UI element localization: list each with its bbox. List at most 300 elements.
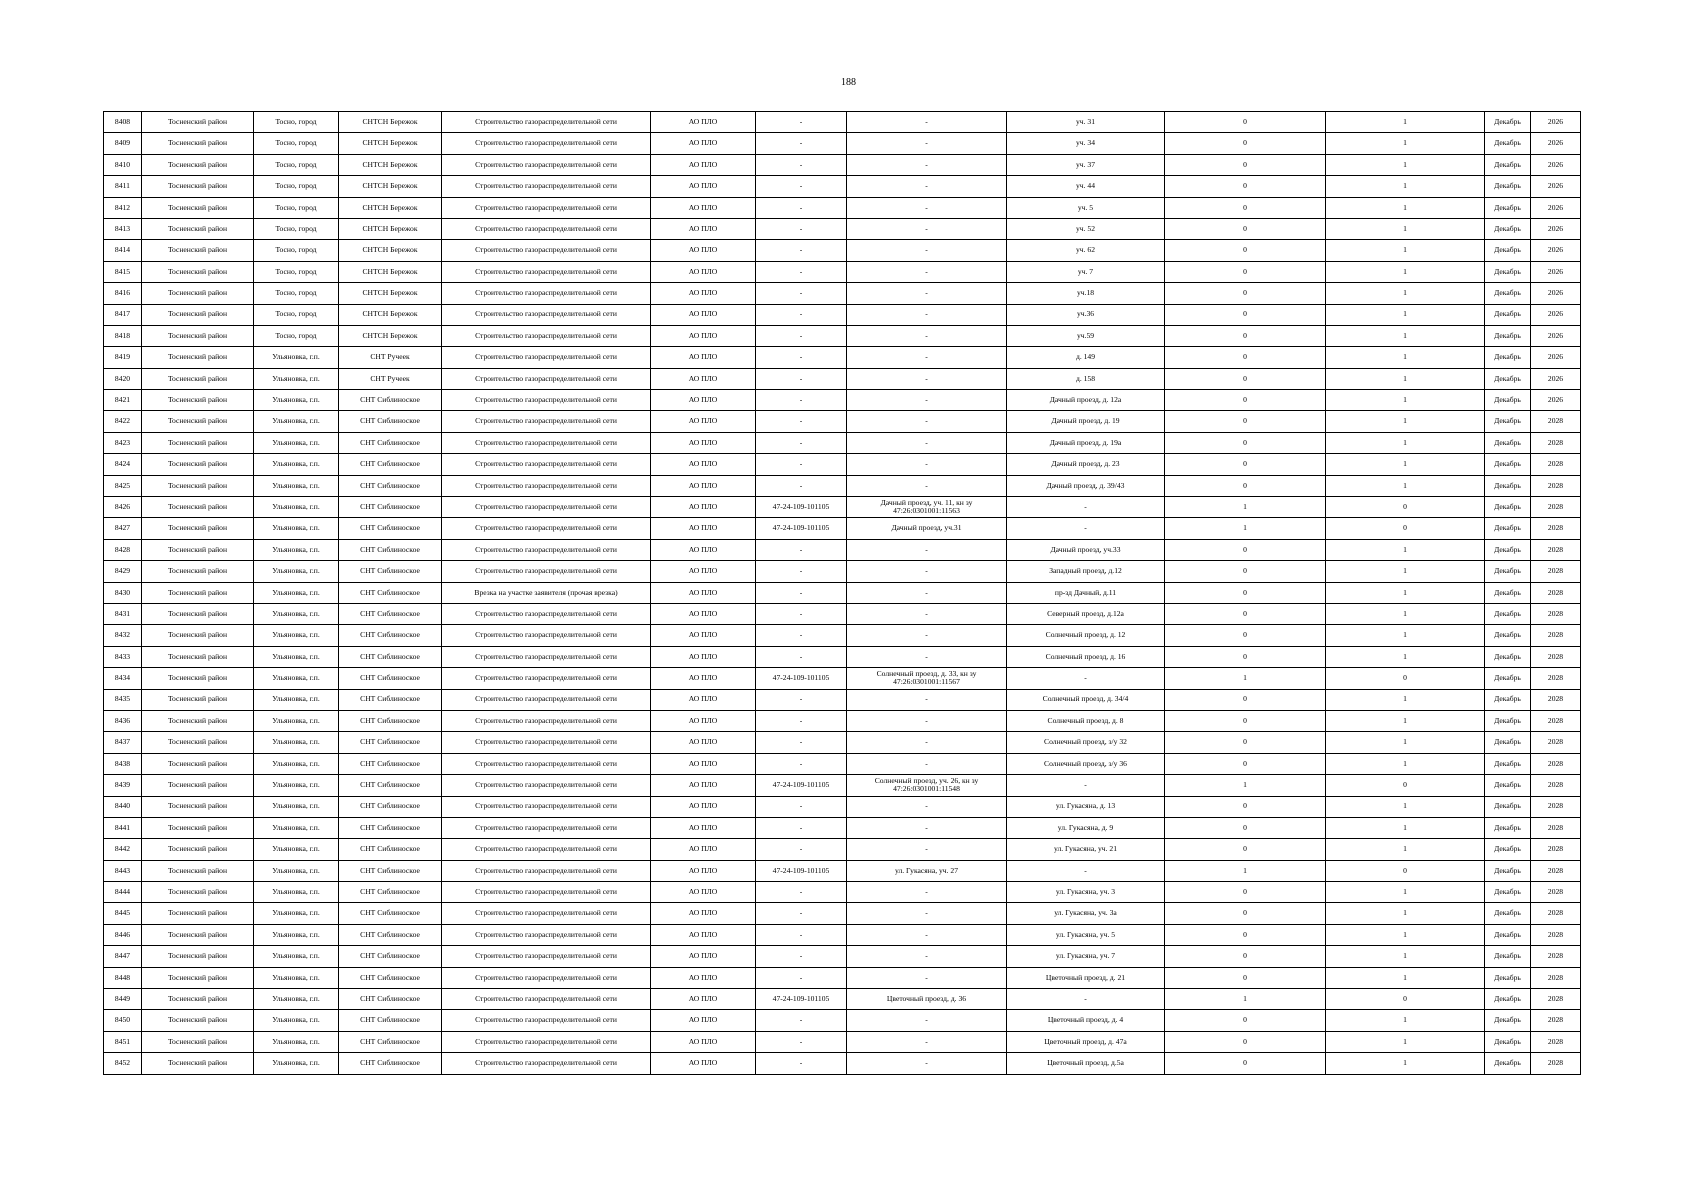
cell-district: Тосненский район xyxy=(142,668,254,689)
cell-work-type: Строительство газораспределительной сети xyxy=(442,432,651,453)
cell-work-type: Строительство газораспределительной сети xyxy=(442,946,651,967)
cell-garden-partnership: СНТ Сиблиноское xyxy=(339,946,442,967)
cell-settlement: Ульяновка, г.п. xyxy=(254,539,339,560)
cell-work-type: Строительство газораспределительной сети xyxy=(442,218,651,239)
cell-garden-partnership: СНТ Сиблиноское xyxy=(339,882,442,903)
cell-cadastral-address: - xyxy=(847,903,1007,924)
cell-value-b: 1 xyxy=(1326,197,1485,218)
cell-row-number: 8419 xyxy=(104,347,142,368)
cell-year: 2026 xyxy=(1531,240,1581,261)
cell-district: Тосненский район xyxy=(142,967,254,988)
cell-value-a: 1 xyxy=(1165,989,1326,1010)
cell-district: Тосненский район xyxy=(142,261,254,282)
table-row xyxy=(104,283,1581,304)
cell-row-number: 8418 xyxy=(104,325,142,346)
table-row xyxy=(104,1031,1581,1052)
cell-work-type: Строительство газораспределительной сети xyxy=(442,154,651,175)
cell-project-code: - xyxy=(756,325,847,346)
cell-project-code: - xyxy=(756,646,847,667)
cell-cadastral-address: - xyxy=(847,411,1007,432)
cell-organization: АО ПЛО xyxy=(651,561,756,582)
cell-value-b: 1 xyxy=(1326,325,1485,346)
table-body xyxy=(104,112,1581,1075)
table-row xyxy=(104,668,1581,689)
cell-settlement: Ульяновка, г.п. xyxy=(254,368,339,389)
cell-address: Солнечный проезд, д. 12 xyxy=(1007,625,1165,646)
cell-address: Дачный проезд, д. 23 xyxy=(1007,454,1165,475)
cell-garden-partnership: СНТ Сиблиноское xyxy=(339,668,442,689)
cell-row-number: 8428 xyxy=(104,539,142,560)
cell-organization: АО ПЛО xyxy=(651,1010,756,1031)
table-row xyxy=(104,475,1581,496)
table-row xyxy=(104,625,1581,646)
table-row xyxy=(104,710,1581,731)
cell-garden-partnership: СНТСН Бережок xyxy=(339,240,442,261)
cell-month: Декабрь xyxy=(1485,775,1531,796)
cell-month: Декабрь xyxy=(1485,518,1531,539)
table-row xyxy=(104,646,1581,667)
cell-organization: АО ПЛО xyxy=(651,518,756,539)
cell-value-a: 0 xyxy=(1165,1053,1326,1074)
cell-work-type: Строительство газораспределительной сети xyxy=(442,497,651,518)
cell-district: Тосненский район xyxy=(142,176,254,197)
cell-value-b: 1 xyxy=(1326,304,1485,325)
cell-value-a: 0 xyxy=(1165,582,1326,603)
cell-project-code: - xyxy=(756,283,847,304)
cell-cadastral-address: - xyxy=(847,176,1007,197)
cell-value-b: 1 xyxy=(1326,261,1485,282)
cell-row-number: 8439 xyxy=(104,775,142,796)
cell-address: Цветочный проезд, д. 21 xyxy=(1007,967,1165,988)
cell-month: Декабрь xyxy=(1485,967,1531,988)
table-row xyxy=(104,689,1581,710)
cell-row-number: 8452 xyxy=(104,1053,142,1074)
cell-garden-partnership: СНТСН Бережок xyxy=(339,133,442,154)
cell-project-code: - xyxy=(756,218,847,239)
cell-cadastral-address: - xyxy=(847,946,1007,967)
cell-month: Декабрь xyxy=(1485,989,1531,1010)
cell-row-number: 8431 xyxy=(104,603,142,624)
cell-organization: АО ПЛО xyxy=(651,368,756,389)
cell-project-code: - xyxy=(756,796,847,817)
cell-settlement: Ульяновка, г.п. xyxy=(254,882,339,903)
cell-month: Декабрь xyxy=(1485,347,1531,368)
cell-value-a: 0 xyxy=(1165,390,1326,411)
cell-year: 2028 xyxy=(1531,1031,1581,1052)
cell-settlement: Тосно, город xyxy=(254,176,339,197)
cell-row-number: 8437 xyxy=(104,732,142,753)
cell-garden-partnership: СНТ Сиблиноское xyxy=(339,989,442,1010)
cell-month: Декабрь xyxy=(1485,753,1531,774)
cell-project-code: - xyxy=(756,625,847,646)
cell-value-b: 1 xyxy=(1326,112,1485,133)
cell-settlement: Ульяновка, г.п. xyxy=(254,582,339,603)
cell-address: Солнечный проезд, д. 8 xyxy=(1007,710,1165,731)
cell-cadastral-address: Солнечный проезд, уч. 26, кн зу 47:26:0301001:11548 xyxy=(847,775,1007,796)
cell-address: д. 158 xyxy=(1007,368,1165,389)
cell-address: Солнечный проезд, з/у 36 xyxy=(1007,753,1165,774)
cell-garden-partnership: СНТ Сиблиноское xyxy=(339,454,442,475)
cell-value-b: 1 xyxy=(1326,689,1485,710)
cell-garden-partnership: СНТ Сиблиноское xyxy=(339,1031,442,1052)
cell-year: 2028 xyxy=(1531,989,1581,1010)
cell-cadastral-address: - xyxy=(847,283,1007,304)
cell-organization: АО ПЛО xyxy=(651,133,756,154)
cell-work-type: Строительство газораспределительной сети xyxy=(442,539,651,560)
cell-value-b: 0 xyxy=(1326,518,1485,539)
cell-year: 2028 xyxy=(1531,903,1581,924)
cell-garden-partnership: СНТ Сиблиноское xyxy=(339,796,442,817)
cell-address: Дачный проезд, д. 19а xyxy=(1007,432,1165,453)
table-row xyxy=(104,240,1581,261)
cell-month: Декабрь xyxy=(1485,368,1531,389)
table-row xyxy=(104,561,1581,582)
cell-value-a: 0 xyxy=(1165,325,1326,346)
cell-project-code: - xyxy=(756,732,847,753)
cell-project-code: - xyxy=(756,967,847,988)
cell-organization: АО ПЛО xyxy=(651,625,756,646)
cell-row-number: 8413 xyxy=(104,218,142,239)
cell-work-type: Строительство газораспределительной сети xyxy=(442,924,651,945)
cell-value-b: 0 xyxy=(1326,775,1485,796)
cell-district: Тосненский район xyxy=(142,625,254,646)
cell-value-b: 0 xyxy=(1326,668,1485,689)
cell-value-a: 0 xyxy=(1165,646,1326,667)
cell-address: уч. 5 xyxy=(1007,197,1165,218)
cell-month: Декабрь xyxy=(1485,668,1531,689)
cell-project-code: - xyxy=(756,432,847,453)
cell-district: Тосненский район xyxy=(142,796,254,817)
cell-value-a: 1 xyxy=(1165,775,1326,796)
cell-year: 2028 xyxy=(1531,775,1581,796)
cell-garden-partnership: СНТ Сиблиноское xyxy=(339,732,442,753)
cell-garden-partnership: СНТ Ручеек xyxy=(339,347,442,368)
cell-garden-partnership: СНТ Сиблиноское xyxy=(339,817,442,838)
cell-organization: АО ПЛО xyxy=(651,946,756,967)
cell-value-b: 1 xyxy=(1326,283,1485,304)
cell-value-a: 1 xyxy=(1165,668,1326,689)
cell-row-number: 8445 xyxy=(104,903,142,924)
table-row xyxy=(104,112,1581,133)
cell-value-a: 0 xyxy=(1165,454,1326,475)
cell-organization: АО ПЛО xyxy=(651,967,756,988)
cell-address: ул. Гукасяна, уч. 3а xyxy=(1007,903,1165,924)
cell-month: Декабрь xyxy=(1485,411,1531,432)
cell-settlement: Тосно, город xyxy=(254,112,339,133)
cell-district: Тосненский район xyxy=(142,240,254,261)
cell-garden-partnership: СНТ Сиблиноское xyxy=(339,753,442,774)
cell-year: 2026 xyxy=(1531,304,1581,325)
cell-project-code: - xyxy=(756,133,847,154)
cell-address: уч. 52 xyxy=(1007,218,1165,239)
cell-value-a: 0 xyxy=(1165,603,1326,624)
table-row xyxy=(104,133,1581,154)
cell-project-code: - xyxy=(756,261,847,282)
cell-organization: АО ПЛО xyxy=(651,817,756,838)
cell-settlement: Ульяновка, г.п. xyxy=(254,454,339,475)
cell-district: Тосненский район xyxy=(142,1010,254,1031)
cell-settlement: Ульяновка, г.п. xyxy=(254,946,339,967)
cell-year: 2028 xyxy=(1531,539,1581,560)
cell-value-b: 1 xyxy=(1326,839,1485,860)
cell-cadastral-address: - xyxy=(847,112,1007,133)
cell-work-type: Строительство газораспределительной сети xyxy=(442,903,651,924)
cell-year: 2028 xyxy=(1531,860,1581,881)
cell-settlement: Ульяновка, г.п. xyxy=(254,817,339,838)
cell-settlement: Ульяновка, г.п. xyxy=(254,411,339,432)
cell-settlement: Тосно, город xyxy=(254,283,339,304)
cell-project-code: - xyxy=(756,882,847,903)
table-row xyxy=(104,753,1581,774)
table-row xyxy=(104,325,1581,346)
cell-organization: АО ПЛО xyxy=(651,154,756,175)
cell-work-type: Врезка на участке заявителя (прочая врезка) xyxy=(442,582,651,603)
cell-settlement: Ульяновка, г.п. xyxy=(254,603,339,624)
cell-row-number: 8433 xyxy=(104,646,142,667)
cell-garden-partnership: СНТ Ручеек xyxy=(339,368,442,389)
cell-settlement: Ульяновка, г.п. xyxy=(254,561,339,582)
cell-row-number: 8410 xyxy=(104,154,142,175)
cell-garden-partnership: СНТ Сиблиноское xyxy=(339,1053,442,1074)
cell-work-type: Строительство газораспределительной сети xyxy=(442,860,651,881)
cell-organization: АО ПЛО xyxy=(651,989,756,1010)
cell-row-number: 8447 xyxy=(104,946,142,967)
cell-work-type: Строительство газораспределительной сети xyxy=(442,176,651,197)
cell-settlement: Ульяновка, г.п. xyxy=(254,347,339,368)
table-row xyxy=(104,304,1581,325)
cell-garden-partnership: СНТ Сиблиноское xyxy=(339,775,442,796)
cell-value-b: 1 xyxy=(1326,646,1485,667)
cell-value-b: 1 xyxy=(1326,603,1485,624)
cell-month: Декабрь xyxy=(1485,582,1531,603)
cell-settlement: Тосно, город xyxy=(254,325,339,346)
cell-organization: АО ПЛО xyxy=(651,112,756,133)
cell-garden-partnership: СНТСН Бережок xyxy=(339,304,442,325)
cell-project-code: - xyxy=(756,390,847,411)
cell-year: 2026 xyxy=(1531,368,1581,389)
cell-district: Тосненский район xyxy=(142,646,254,667)
cell-work-type: Строительство газораспределительной сети xyxy=(442,646,651,667)
cell-project-code: - xyxy=(756,454,847,475)
cell-work-type: Строительство газораспределительной сети xyxy=(442,753,651,774)
table-row xyxy=(104,839,1581,860)
cell-value-a: 1 xyxy=(1165,497,1326,518)
cell-month: Декабрь xyxy=(1485,603,1531,624)
cell-project-code: - xyxy=(756,839,847,860)
cell-value-a: 0 xyxy=(1165,368,1326,389)
cell-work-type: Строительство газораспределительной сети xyxy=(442,368,651,389)
cell-value-b: 1 xyxy=(1326,347,1485,368)
cell-address: - xyxy=(1007,518,1165,539)
cell-cadastral-address: - xyxy=(847,432,1007,453)
cell-district: Тосненский район xyxy=(142,817,254,838)
cell-address: - xyxy=(1007,860,1165,881)
cell-settlement: Ульяновка, г.п. xyxy=(254,390,339,411)
cell-project-code: 47-24-109-101105 xyxy=(756,860,847,881)
cell-organization: АО ПЛО xyxy=(651,796,756,817)
cell-settlement: Ульяновка, г.п. xyxy=(254,668,339,689)
cell-garden-partnership: СНТ Сиблиноское xyxy=(339,646,442,667)
cell-settlement: Тосно, город xyxy=(254,154,339,175)
table-row xyxy=(104,796,1581,817)
cell-address: Дачный проезд, д. 39/43 xyxy=(1007,475,1165,496)
cell-row-number: 8414 xyxy=(104,240,142,261)
cell-value-b: 0 xyxy=(1326,989,1485,1010)
cell-garden-partnership: СНТСН Бережок xyxy=(339,261,442,282)
cell-value-b: 1 xyxy=(1326,903,1485,924)
cell-month: Декабрь xyxy=(1485,539,1531,560)
register-table xyxy=(103,111,1581,1075)
cell-value-a: 0 xyxy=(1165,967,1326,988)
cell-work-type: Строительство газораспределительной сети xyxy=(442,240,651,261)
cell-work-type: Строительство газораспределительной сети xyxy=(442,710,651,731)
cell-address: ул. Гукасяна, уч. 3 xyxy=(1007,882,1165,903)
cell-value-b: 1 xyxy=(1326,240,1485,261)
cell-district: Тосненский район xyxy=(142,218,254,239)
cell-work-type: Строительство газораспределительной сети xyxy=(442,689,651,710)
cell-value-a: 0 xyxy=(1165,1031,1326,1052)
cell-value-b: 1 xyxy=(1326,796,1485,817)
cell-organization: АО ПЛО xyxy=(651,860,756,881)
cell-cadastral-address: - xyxy=(847,325,1007,346)
cell-cadastral-address: - xyxy=(847,539,1007,560)
cell-cadastral-address: Дачный проезд, уч. 11, кн зу 47:26:0301001:11563 xyxy=(847,497,1007,518)
cell-year: 2028 xyxy=(1531,625,1581,646)
cell-address: ул. Гукасяна, д. 9 xyxy=(1007,817,1165,838)
cell-garden-partnership: СНТ Сиблиноское xyxy=(339,860,442,881)
cell-value-a: 0 xyxy=(1165,817,1326,838)
table-row xyxy=(104,368,1581,389)
cell-cadastral-address: - xyxy=(847,154,1007,175)
cell-row-number: 8446 xyxy=(104,924,142,945)
cell-value-b: 1 xyxy=(1326,753,1485,774)
cell-district: Тосненский район xyxy=(142,882,254,903)
cell-settlement: Тосно, город xyxy=(254,218,339,239)
cell-organization: АО ПЛО xyxy=(651,218,756,239)
cell-garden-partnership: СНТ Сиблиноское xyxy=(339,603,442,624)
cell-district: Тосненский район xyxy=(142,989,254,1010)
cell-project-code: - xyxy=(756,539,847,560)
cell-value-b: 1 xyxy=(1326,817,1485,838)
cell-row-number: 8450 xyxy=(104,1010,142,1031)
cell-project-code: - xyxy=(756,112,847,133)
cell-month: Декабрь xyxy=(1485,796,1531,817)
cell-value-b: 1 xyxy=(1326,967,1485,988)
cell-month: Декабрь xyxy=(1485,325,1531,346)
table-row xyxy=(104,411,1581,432)
cell-year: 2026 xyxy=(1531,218,1581,239)
cell-work-type: Строительство газораспределительной сети xyxy=(442,347,651,368)
table-row xyxy=(104,518,1581,539)
cell-value-a: 0 xyxy=(1165,261,1326,282)
cell-work-type: Строительство газораспределительной сети xyxy=(442,112,651,133)
cell-month: Декабрь xyxy=(1485,454,1531,475)
cell-value-a: 0 xyxy=(1165,882,1326,903)
cell-cadastral-address: - xyxy=(847,1010,1007,1031)
cell-garden-partnership: СНТ Сиблиноское xyxy=(339,411,442,432)
cell-value-a: 0 xyxy=(1165,154,1326,175)
cell-organization: АО ПЛО xyxy=(651,1031,756,1052)
cell-value-b: 0 xyxy=(1326,860,1485,881)
cell-project-code: - xyxy=(756,946,847,967)
table-row xyxy=(104,860,1581,881)
cell-cadastral-address: - xyxy=(847,732,1007,753)
cell-project-code: - xyxy=(756,347,847,368)
cell-settlement: Тосно, город xyxy=(254,240,339,261)
cell-value-b: 1 xyxy=(1326,133,1485,154)
cell-month: Декабрь xyxy=(1485,710,1531,731)
cell-year: 2026 xyxy=(1531,133,1581,154)
cell-cadastral-address: - xyxy=(847,261,1007,282)
cell-year: 2028 xyxy=(1531,454,1581,475)
cell-district: Тосненский район xyxy=(142,539,254,560)
cell-year: 2028 xyxy=(1531,561,1581,582)
cell-organization: АО ПЛО xyxy=(651,924,756,945)
cell-cadastral-address: ул. Гукасяна, уч. 27 xyxy=(847,860,1007,881)
cell-cadastral-address: - xyxy=(847,646,1007,667)
cell-organization: АО ПЛО xyxy=(651,197,756,218)
cell-row-number: 8440 xyxy=(104,796,142,817)
cell-month: Декабрь xyxy=(1485,304,1531,325)
cell-district: Тосненский район xyxy=(142,689,254,710)
cell-district: Тосненский район xyxy=(142,1031,254,1052)
cell-cadastral-address: Солнечный проезд, д. 33, кн зу 47:26:0301001:11567 xyxy=(847,668,1007,689)
cell-address: Солнечный проезд, д. 16 xyxy=(1007,646,1165,667)
cell-row-number: 8423 xyxy=(104,432,142,453)
cell-organization: АО ПЛО xyxy=(651,882,756,903)
cell-settlement: Ульяновка, г.п. xyxy=(254,689,339,710)
cell-garden-partnership: СНТ Сиблиноское xyxy=(339,582,442,603)
cell-settlement: Ульяновка, г.п. xyxy=(254,967,339,988)
cell-work-type: Строительство газораспределительной сети xyxy=(442,261,651,282)
cell-year: 2028 xyxy=(1531,518,1581,539)
cell-value-a: 0 xyxy=(1165,432,1326,453)
cell-value-b: 1 xyxy=(1326,390,1485,411)
cell-settlement: Тосно, город xyxy=(254,133,339,154)
cell-month: Декабрь xyxy=(1485,497,1531,518)
cell-district: Тосненский район xyxy=(142,860,254,881)
table-row xyxy=(104,989,1581,1010)
cell-organization: АО ПЛО xyxy=(651,497,756,518)
cell-cadastral-address: - xyxy=(847,390,1007,411)
cell-cadastral-address: - xyxy=(847,924,1007,945)
cell-address: Цветочный проезд, д. 4 xyxy=(1007,1010,1165,1031)
table-row xyxy=(104,154,1581,175)
cell-settlement: Ульяновка, г.п. xyxy=(254,646,339,667)
cell-row-number: 8449 xyxy=(104,989,142,1010)
cell-value-b: 1 xyxy=(1326,1031,1485,1052)
table-row xyxy=(104,347,1581,368)
cell-district: Тосненский район xyxy=(142,368,254,389)
table-row xyxy=(104,903,1581,924)
cell-project-code: - xyxy=(756,689,847,710)
cell-organization: АО ПЛО xyxy=(651,304,756,325)
cell-cadastral-address: - xyxy=(847,197,1007,218)
cell-work-type: Строительство газораспределительной сети xyxy=(442,625,651,646)
cell-organization: АО ПЛО xyxy=(651,390,756,411)
cell-work-type: Строительство газораспределительной сети xyxy=(442,603,651,624)
table-row xyxy=(104,732,1581,753)
cell-year: 2028 xyxy=(1531,732,1581,753)
cell-work-type: Строительство газораспределительной сети xyxy=(442,390,651,411)
cell-organization: АО ПЛО xyxy=(651,261,756,282)
cell-row-number: 8434 xyxy=(104,668,142,689)
cell-project-code: - xyxy=(756,1010,847,1031)
cell-row-number: 8448 xyxy=(104,967,142,988)
cell-address: уч.36 xyxy=(1007,304,1165,325)
cell-address: ул. Гукасяна, д. 13 xyxy=(1007,796,1165,817)
cell-month: Декабрь xyxy=(1485,903,1531,924)
